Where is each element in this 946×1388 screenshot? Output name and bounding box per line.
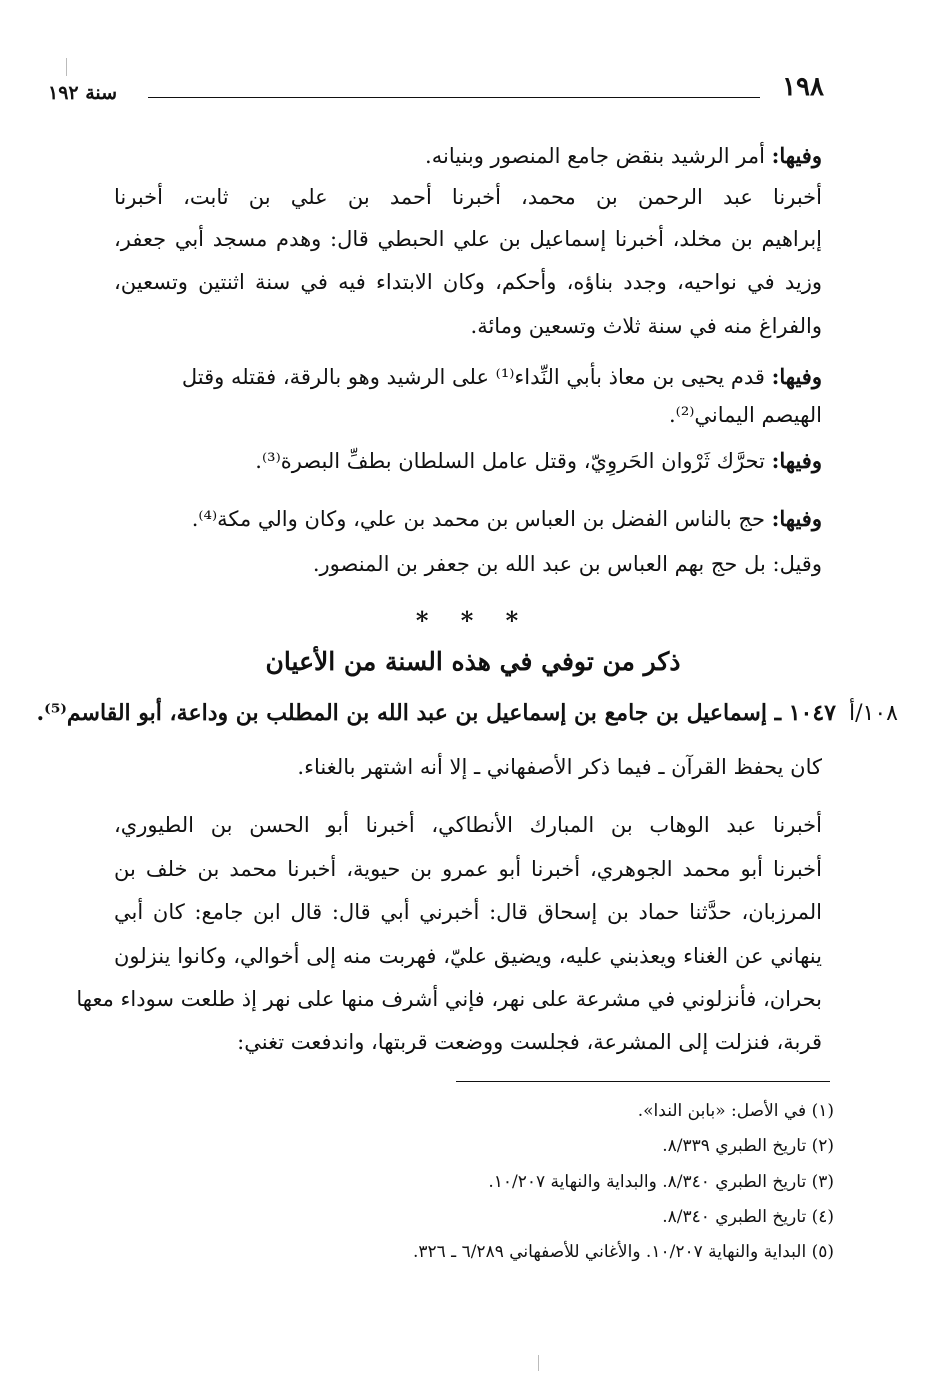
section-title: ذكر من توفي في هذه السنة من الأعيان — [265, 647, 681, 676]
biography-line: بحران، فأنزلوني في مشرعة على نهر، فإني أشرف منها على نهر إذ طلعت سوداء معها — [76, 987, 822, 1011]
footnote: (١) في الأصل: «بابن الندا». — [637, 1101, 834, 1121]
lead-word: وفيها: — [771, 143, 822, 168]
biography-line: أخبرنا عبد الوهاب بن المبارك الأنطاكي، أخبرنا أبو الحسن بن الطيوري، — [114, 813, 822, 837]
page-number: ١٩٨ — [782, 72, 824, 102]
body-line: والفراغ منه في سنة ثلاث وتسعين ومائة. — [470, 314, 822, 338]
lead-word: وفيها: — [771, 448, 822, 473]
biography-line: أخبرنا أبو محمد الجوهري، أخبرنا أبو عمرو بن حيوية، أخبرنا محمد بن خلف بن — [114, 857, 822, 881]
biography-line: ينهاني عن الغناء ويعذبني عليه، ويضيق عليّ، فهربت منه إلى أخوالي، وكانوا ينزلون — [114, 944, 822, 968]
body-line: وفيها: قدم يحيى بن معاذ بأبي النِّداء⁽¹⁾ على الرشيد وهو بالرقة، فقتله وقتل — [181, 364, 822, 389]
lead-word: وفيها: — [771, 506, 822, 531]
lead-word: وفيها: — [771, 364, 822, 389]
footnote: (٥) البداية والنهاية ١٠/٢٠٧. والأغاني للأصفهاني ٦/٢٨٩ ـ ٣٢٦. — [412, 1242, 834, 1262]
body-line: وفيها: تحرَّك ثَرْوان الحَروِيّ، وقتل عامل السلطان بطفِّ البصرة⁽³⁾. — [255, 448, 822, 473]
biography-line: المرزبان، حدَّثنا حماد بن إسحاق قال: أخبرني أبي قال: قال ابن جامع: كان أبي — [114, 900, 822, 924]
margin-reference: ١٠٨/أ — [849, 701, 898, 726]
body-line: إبراهيم بن مخلد، أخبرنا إسماعيل بن علي الحبطي قال: وهدم مسجد أبي جعفر، — [114, 227, 822, 251]
body-line: وفيها: أمر الرشيد بنقض جامع المنصور وبنيانه. — [425, 143, 822, 168]
section-separator: * * * — [415, 606, 531, 635]
running-title: سنة ١٩٢ — [48, 82, 118, 104]
footnote: (٣) تاريخ الطبري ٨/٣٤٠. والبداية والنهاية ١٠/٢٠٧. — [488, 1172, 834, 1192]
body-line: أخبرنا عبد الرحمن بن محمد، أخبرنا أحمد بن علي بن ثابت، أخبرنا — [114, 185, 822, 209]
biography-line: كان يحفظ القرآن ـ فيما ذكر الأصفهاني ـ إلا أنه اشتهر بالغناء. — [297, 755, 822, 779]
scan-mark — [538, 1355, 539, 1371]
scan-mark — [66, 58, 67, 76]
body-line: الهيصم اليماني⁽²⁾. — [669, 403, 822, 427]
header-rule — [148, 97, 760, 98]
footnote: (٢) تاريخ الطبري ٨/٣٣٩. — [662, 1136, 834, 1156]
body-line: وزيد في نواحيه، وجدد بناؤه، وأحكم، وكان الابتداء فيه في سنة اثنتين وتسعين، — [114, 270, 822, 294]
body-line: وفيها: حج بالناس الفضل بن العباس بن محمد بن علي، وكان والي مكة⁽⁴⁾. — [191, 506, 822, 531]
footnote: (٤) تاريخ الطبري ٨/٣٤٠. — [662, 1207, 834, 1227]
biography-line: قربة، فنزلت إلى المشرعة، فجلست ووضعت قربتها، واندفعت تغني: — [237, 1030, 822, 1054]
body-line: وقيل: بل حج بهم العباس بن عبد الله بن جعفر بن المنصور. — [312, 552, 822, 576]
footnote-rule — [456, 1081, 830, 1082]
biography-heading: ١٠٨/أ١٠٤٧ ـ إسماعيل بن جامع بن إسماعيل بن عبد الله بن المطلب بن وداعة، أبو القاسم⁽⁵⁾. — [36, 700, 898, 726]
